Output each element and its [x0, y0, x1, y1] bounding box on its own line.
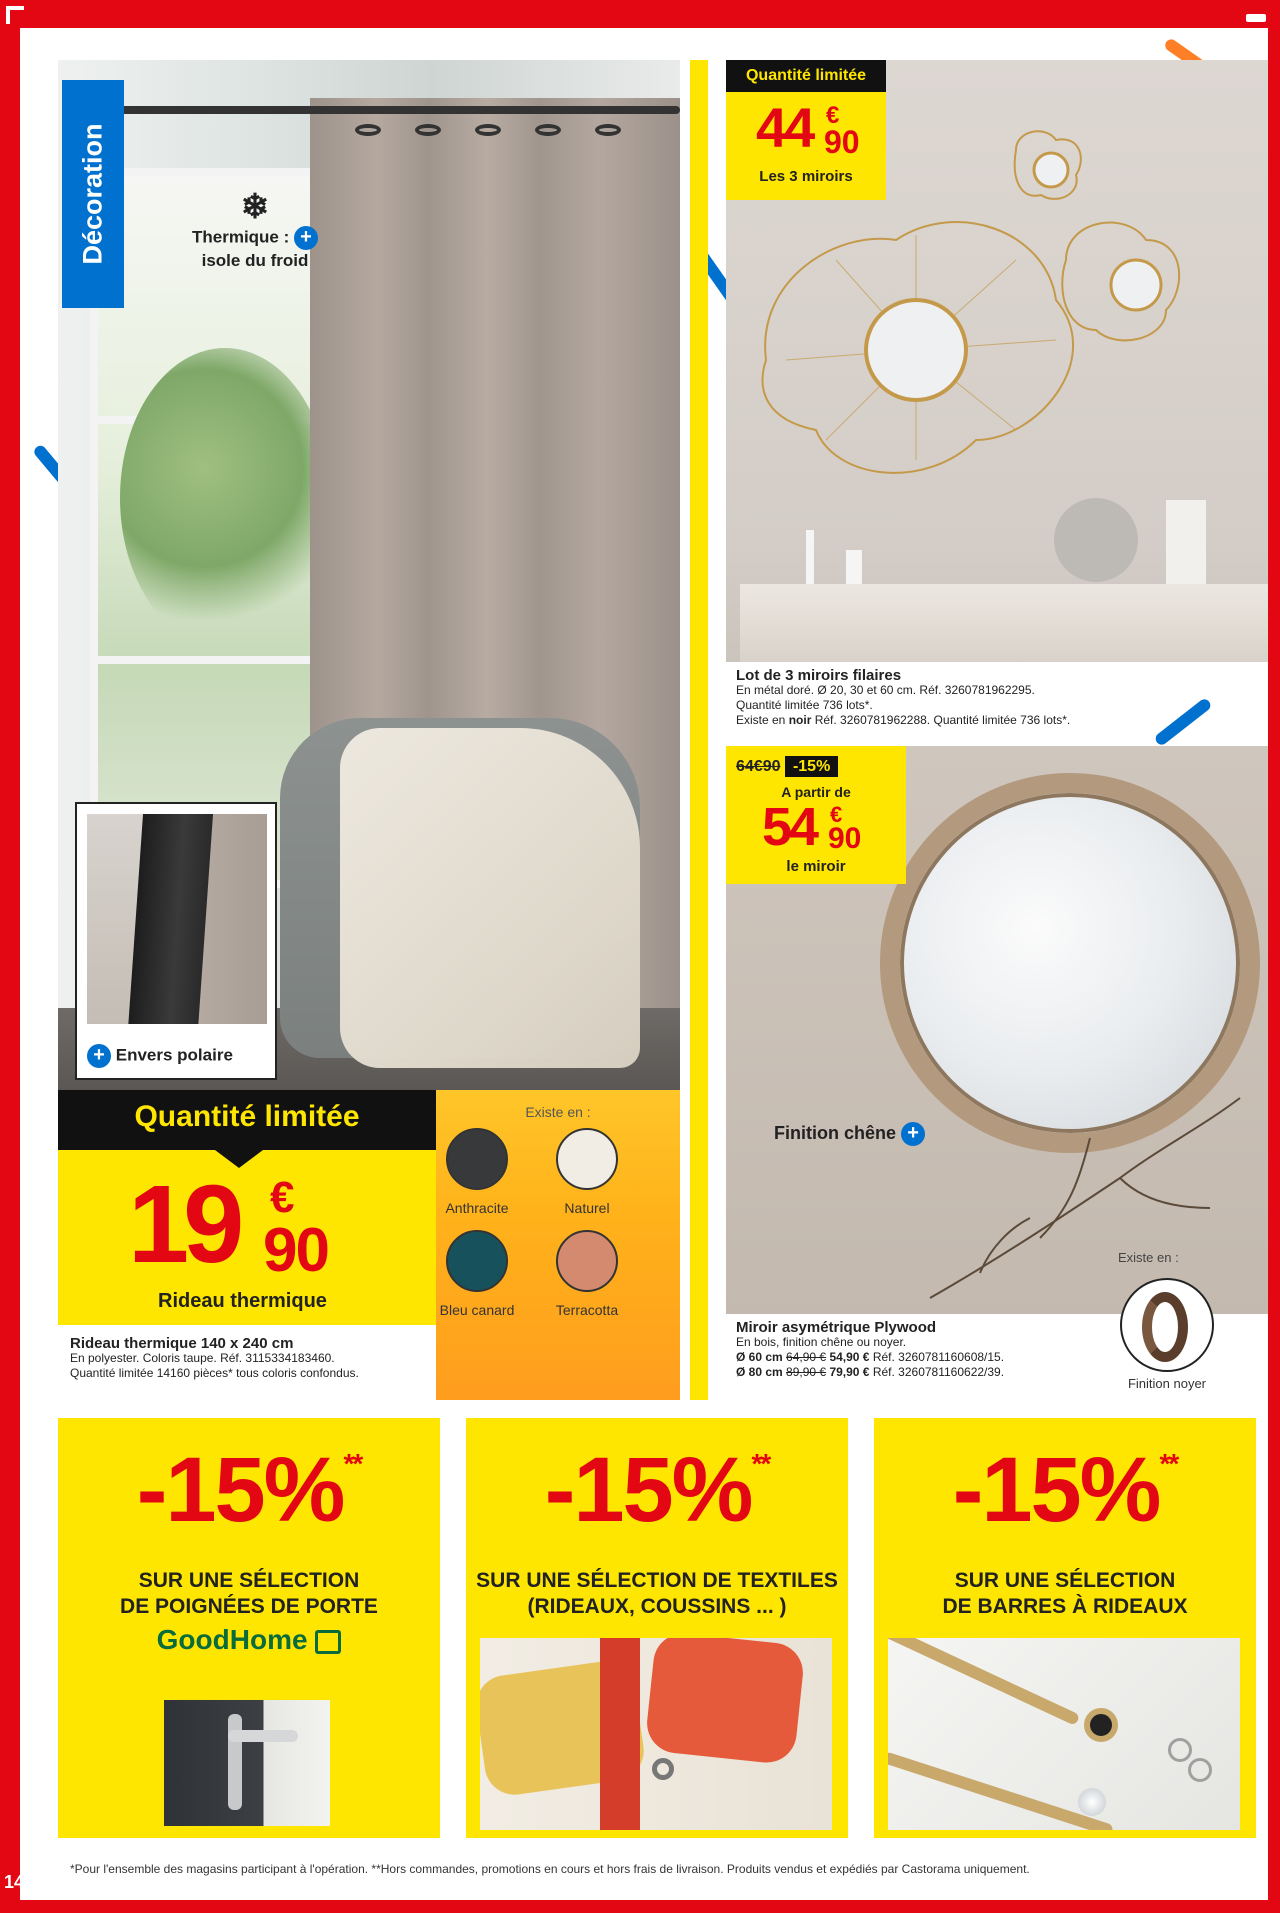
price-currency: €: [830, 802, 843, 827]
from-label: A partir de: [781, 784, 851, 800]
price-cents: 90: [828, 822, 862, 855]
door-handle-photo: [164, 1700, 330, 1826]
thermal-badge-line2: isole du froid: [201, 251, 309, 270]
console-table-photo: [740, 584, 1268, 662]
exists-label: Existe en :: [525, 1104, 591, 1120]
color-label: Naturel: [564, 1200, 610, 1216]
plywood-description: [736, 1320, 1106, 1380]
mirror-set-description: [736, 668, 1256, 728]
limited-quantity-banner: [58, 1090, 436, 1150]
price-cents: 90: [824, 124, 860, 160]
walnut-label: Finition noyer: [1127, 1376, 1207, 1391]
exists-label: Existe en :: [1118, 1250, 1179, 1265]
curtain-ring: [475, 124, 501, 136]
color-swatch-bleu-canard[interactable]: [446, 1230, 508, 1292]
thermal-badge-line1: Thermique :: [191, 227, 290, 247]
plywood-title: Miroir asymétrique Plywood: [736, 1319, 937, 1336]
curtain-ring: [355, 124, 381, 136]
color-swatch-naturel[interactable]: [556, 1128, 618, 1190]
plywood-desc-line: En bois, finition chêne ou noyer.: [736, 1335, 907, 1349]
curtain-ring: [415, 124, 441, 136]
discount-badge: -15%: [785, 756, 838, 777]
plus-icon[interactable]: +: [87, 1044, 111, 1068]
curtain-desc-line: En polyester. Coloris taupe. Réf. 3115334183460.: [70, 1351, 335, 1365]
price-cents: 90: [263, 1216, 328, 1285]
banner-notch: [215, 1150, 263, 1168]
corner-mark: [6, 6, 24, 24]
throw-blanket-photo: [340, 728, 640, 1068]
section-tab-label: Décoration: [77, 123, 108, 265]
promo-text: SUR UNE SÉLECTION DE BARRES À RIDEAUX: [942, 1569, 1188, 1618]
mirror-set-desc-line: En métal doré. Ø 20, 30 et 60 cm. Réf. 3260781962295.: [736, 683, 1035, 697]
curtain-title: Rideau thermique 140 x 240 cm: [70, 1335, 294, 1352]
color-label: Terracotta: [555, 1302, 619, 1318]
plus-icon[interactable]: +: [901, 1122, 925, 1146]
inset-label: + Envers polaire: [87, 1044, 233, 1068]
limited-quantity-label: Quantité limitée: [134, 1100, 360, 1133]
old-price: 64€90: [736, 758, 781, 775]
color-label: Bleu canard: [439, 1302, 515, 1318]
footnote: *Pour l'ensemble des magasins participant à l'opération. **Hors commandes, promotions en cours et hors frais de livraison. Produits vendus et expédiés par Castorama uniquement.: [70, 1862, 1030, 1876]
tree-photo: [120, 348, 330, 648]
curtain-ring: [535, 124, 561, 136]
section-tab: [62, 80, 124, 308]
price-caption: le miroir: [786, 858, 846, 875]
plus-icon[interactable]: +: [294, 226, 318, 250]
plywood-desc-line: Ø 80 cm 89,90 € 79,90 € Réf. 3260781160622/39.: [736, 1365, 1005, 1379]
price-integer: 44: [756, 96, 813, 159]
house-icon: [315, 1630, 341, 1654]
mirror-set-desc-line: Quantité limitée 736 lots*.: [736, 698, 873, 712]
promo-percent: -15%**: [136, 1439, 362, 1541]
mirror-set-desc-line: Existe en noir Réf. 3260781962288. Quantité limitée 736 lots*.: [736, 713, 1071, 727]
price-integer: 54: [762, 797, 817, 857]
promo-textiles[interactable]: [466, 1418, 848, 1838]
divider-stripe: [690, 60, 708, 1400]
curtain-ring: [595, 124, 621, 136]
mirror-set-title: Lot de 3 miroirs filaires: [736, 667, 902, 684]
price-caption: Les 3 miroirs: [759, 168, 853, 185]
walnut-swatch: [1120, 1278, 1214, 1372]
color-label: Anthracite: [445, 1200, 509, 1216]
corner-tab: [1246, 14, 1266, 22]
color-swatch-terracotta[interactable]: [556, 1230, 618, 1292]
price-integer: 19: [128, 1163, 239, 1286]
promo-percent: -15%**: [952, 1439, 1178, 1541]
goodhome-logo: GoodHome: [58, 1624, 440, 1656]
mirror-set-price-box: [726, 92, 886, 200]
color-swatch-anthracite[interactable]: [446, 1128, 508, 1190]
plywood-price-box: [726, 746, 906, 884]
curtain-description: [70, 1336, 430, 1381]
promo-door-handles[interactable]: [58, 1418, 440, 1838]
promo-percent: -15%**: [544, 1439, 770, 1541]
color-options-box: [436, 1090, 680, 1400]
curtain-rods-photo: [888, 1638, 1240, 1830]
promo-curtain-rods[interactable]: [874, 1418, 1256, 1838]
plywood-desc-line: Ø 60 cm 64,90 € 54,90 € Réf. 3260781160608/15.: [736, 1350, 1005, 1364]
price-currency: €: [826, 102, 840, 129]
page-number: 14: [4, 1872, 25, 1892]
walnut-finish-chip[interactable]: [1120, 1278, 1214, 1391]
price-caption: Rideau thermique: [158, 1290, 327, 1312]
catalog-page: [20, 28, 1268, 1900]
finish-label: Finition chêne +: [774, 1122, 925, 1146]
snowflake-icon: ❄: [240, 188, 270, 226]
curtain-price-box: [58, 1150, 436, 1325]
promo-text: SUR UNE SÉLECTION DE POIGNÉES DE PORTE: [120, 1569, 378, 1618]
promo-text: SUR UNE SÉLECTION DE TEXTILES (RIDEAUX, COUSSINS ... ): [476, 1569, 838, 1618]
thermal-badge: [170, 188, 340, 271]
cushions-photo: [480, 1638, 832, 1830]
curtain-rod: [80, 106, 680, 114]
fleece-inset: [75, 802, 277, 1080]
curtain-desc-line: Quantité limitée 14160 pièces* tous coloris confondus.: [70, 1366, 359, 1380]
branch-decoration: [920, 1058, 1250, 1308]
fleece-back-photo: [87, 814, 267, 1024]
limited-quantity-tag: Quantité limitée: [726, 60, 886, 92]
price-currency: €: [270, 1173, 295, 1222]
